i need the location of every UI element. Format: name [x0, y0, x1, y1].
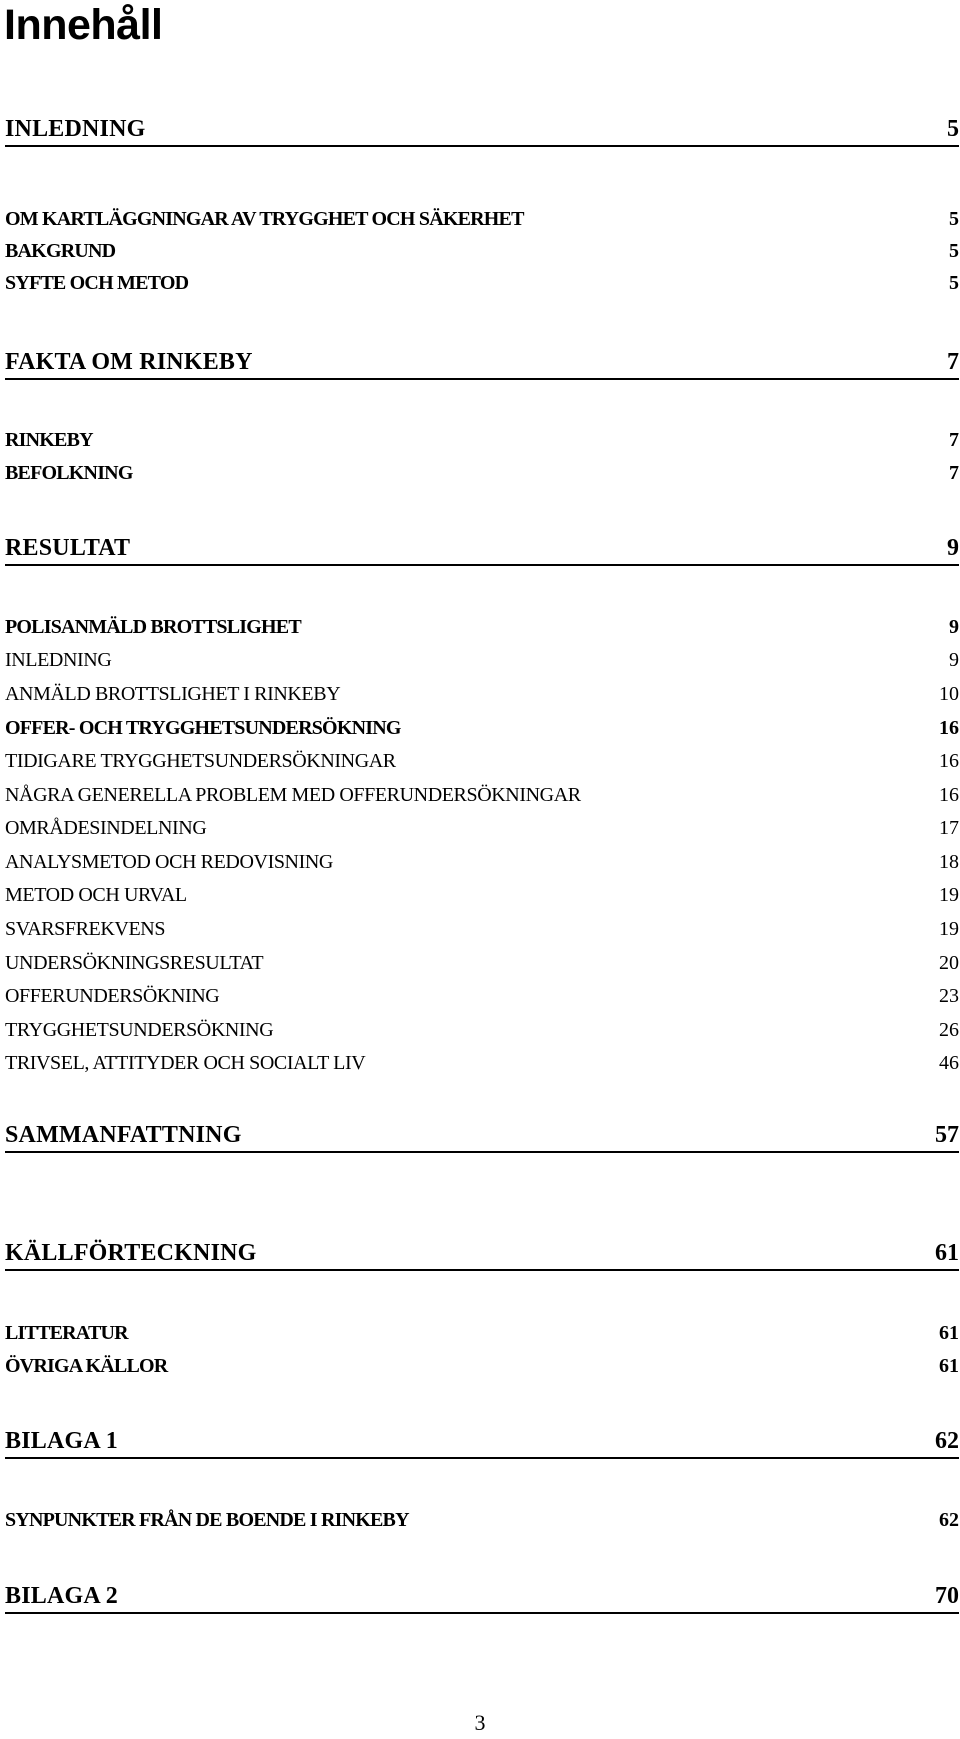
toc-entry-page: 61 — [939, 1322, 959, 1344]
toc-chapter-bilaga-2[interactable] — [5, 1580, 959, 1614]
toc-entry-page: 18 — [939, 851, 959, 873]
toc-entry-page: 9 — [949, 616, 959, 638]
toc-entry-label: LITTERATUR — [5, 1322, 128, 1344]
toc-entry-label: BILAGA 2 — [5, 1583, 118, 1609]
toc-entry-label: NÅGRA GENERELLA PROBLEM MED OFFERUNDERSÖKNINGAR — [5, 784, 581, 806]
toc-subsection-tidigare-trygghet[interactable] — [5, 746, 959, 776]
toc-entry-label: RESULTAT — [5, 535, 131, 561]
toc-entry-label: BILAGA 1 — [5, 1428, 118, 1454]
toc-subsection-inledning[interactable] — [5, 645, 959, 675]
toc-entry-label: ANMÄLD BROTTSLIGHET I RINKEBY — [5, 683, 341, 705]
toc-section-synpunkter[interactable] — [5, 1505, 959, 1535]
toc-entry-label: OFFERUNDERSÖKNING — [5, 985, 220, 1007]
toc-entry-page: 5 — [947, 116, 959, 142]
toc-entry-page: 16 — [939, 717, 959, 739]
toc-chapter-sammanfattning[interactable] — [5, 1119, 959, 1153]
toc-subsection-trivsel[interactable] — [5, 1048, 959, 1078]
toc-entry-page: 5 — [949, 272, 959, 294]
toc-subsection-svarsfrekvens[interactable] — [5, 914, 959, 944]
toc-entry-page: 62 — [939, 1509, 959, 1531]
toc-section-litteratur[interactable] — [5, 1318, 959, 1348]
toc-entry-page: 5 — [949, 208, 959, 230]
toc-entry-page: 17 — [939, 817, 959, 839]
toc-entry-label: SAMMANFATTNING — [5, 1122, 242, 1148]
toc-section-bakgrund[interactable] — [5, 236, 959, 266]
toc-entry-label: FAKTA OM RINKEBY — [5, 349, 253, 375]
toc-subsection-anmald-brottslighet[interactable] — [5, 679, 959, 709]
toc-section-polisanmald-brottslighet[interactable] — [5, 612, 959, 642]
toc-entry-label: POLISANMÄLD BROTTSLIGHET — [5, 616, 301, 638]
toc-entry-label: OM KARTLÄGGNINGAR AV TRYGGHET OCH SÄKERHET — [5, 208, 524, 230]
toc-section-ovriga-kallor[interactable] — [5, 1351, 959, 1381]
toc-entry-page: 19 — [939, 918, 959, 940]
toc-entry-page: 7 — [949, 462, 959, 484]
toc-chapter-kallforteckning[interactable] — [5, 1237, 959, 1271]
toc-entry-label: BAKGRUND — [5, 240, 116, 262]
toc-entry-page: 57 — [935, 1122, 959, 1148]
toc-subsection-analysmetod[interactable] — [5, 847, 959, 877]
toc-section-befolkning[interactable] — [5, 458, 959, 488]
toc-entry-label: TRYGGHETSUNDERSÖKNING — [5, 1019, 274, 1041]
toc-entry-page: 7 — [949, 429, 959, 451]
toc-entry-page: 9 — [947, 535, 959, 561]
toc-chapter-resultat[interactable] — [5, 532, 959, 566]
toc-entry-page: 62 — [935, 1428, 959, 1454]
toc-entry-label: ÖVRIGA KÄLLOR — [5, 1355, 168, 1377]
toc-entry-page: 70 — [935, 1583, 959, 1609]
document-title: Innehåll — [4, 1, 163, 49]
toc-entry-page: 10 — [939, 683, 959, 705]
toc-section-offer-och-trygghet[interactable] — [5, 713, 959, 743]
toc-subsection-omradesindelning[interactable] — [5, 813, 959, 843]
toc-entry-page: 23 — [939, 985, 959, 1007]
toc-entry-label: INLEDNING — [5, 649, 112, 671]
toc-entry-page: 16 — [939, 750, 959, 772]
toc-subsection-trygghetsundersokning[interactable] — [5, 1015, 959, 1045]
toc-entry-page: 20 — [939, 952, 959, 974]
toc-entry-page: 7 — [947, 349, 959, 375]
toc-entry-page: 26 — [939, 1019, 959, 1041]
toc-subsection-offerundersokning[interactable] — [5, 981, 959, 1011]
toc-entry-label: RINKEBY — [5, 429, 93, 451]
toc-entry-label: SVARSFREKVENS — [5, 918, 166, 940]
toc-subsection-metod-och-urval[interactable] — [5, 880, 959, 910]
toc-entry-label: OFFER- OCH TRYGGHETSUNDERSÖKNING — [5, 717, 401, 739]
toc-entry-label: TRIVSEL, ATTITYDER OCH SOCIALT LIV — [5, 1052, 366, 1074]
toc-entry-label: KÄLLFÖRTECKNING — [5, 1240, 257, 1266]
toc-section-syfte-och-metod[interactable] — [5, 268, 959, 298]
toc-entry-label: UNDERSÖKNINGSRESULTAT — [5, 952, 264, 974]
toc-entry-label: BEFOLKNING — [5, 462, 133, 484]
toc-section-om-kartlaggningar[interactable] — [5, 204, 959, 234]
toc-chapter-inledning[interactable] — [5, 113, 959, 147]
toc-chapter-bilaga-1[interactable] — [5, 1425, 959, 1459]
toc-entry-page: 19 — [939, 884, 959, 906]
toc-section-rinkeby[interactable] — [5, 425, 959, 455]
toc-entry-page: 5 — [949, 240, 959, 262]
toc-entry-label: SYFTE OCH METOD — [5, 272, 189, 294]
toc-entry-page: 16 — [939, 784, 959, 806]
toc-entry-label: METOD OCH URVAL — [5, 884, 187, 906]
toc-subsection-nagra-generella[interactable] — [5, 780, 959, 810]
toc-entry-label: OMRÅDESINDELNING — [5, 817, 207, 839]
toc-chapter-fakta-om-rinkeby[interactable] — [5, 346, 959, 380]
toc-entry-label: TIDIGARE TRYGGHETSUNDERSÖKNINGAR — [5, 750, 396, 772]
toc-entry-page: 61 — [935, 1240, 959, 1266]
toc-entry-page: 46 — [939, 1052, 959, 1074]
page-number: 3 — [474, 1710, 486, 1735]
toc-subsection-undersokningsresultat[interactable] — [5, 948, 959, 978]
toc-entry-label: ANALYSMETOD OCH REDOVISNING — [5, 851, 333, 873]
toc-entry-page: 9 — [949, 649, 959, 671]
toc-entry-label: SYNPUNKTER FRÅN DE BOENDE I RINKEBY — [5, 1509, 409, 1531]
toc-entry-page: 61 — [939, 1355, 959, 1377]
toc-entry-label: INLEDNING — [5, 116, 146, 142]
